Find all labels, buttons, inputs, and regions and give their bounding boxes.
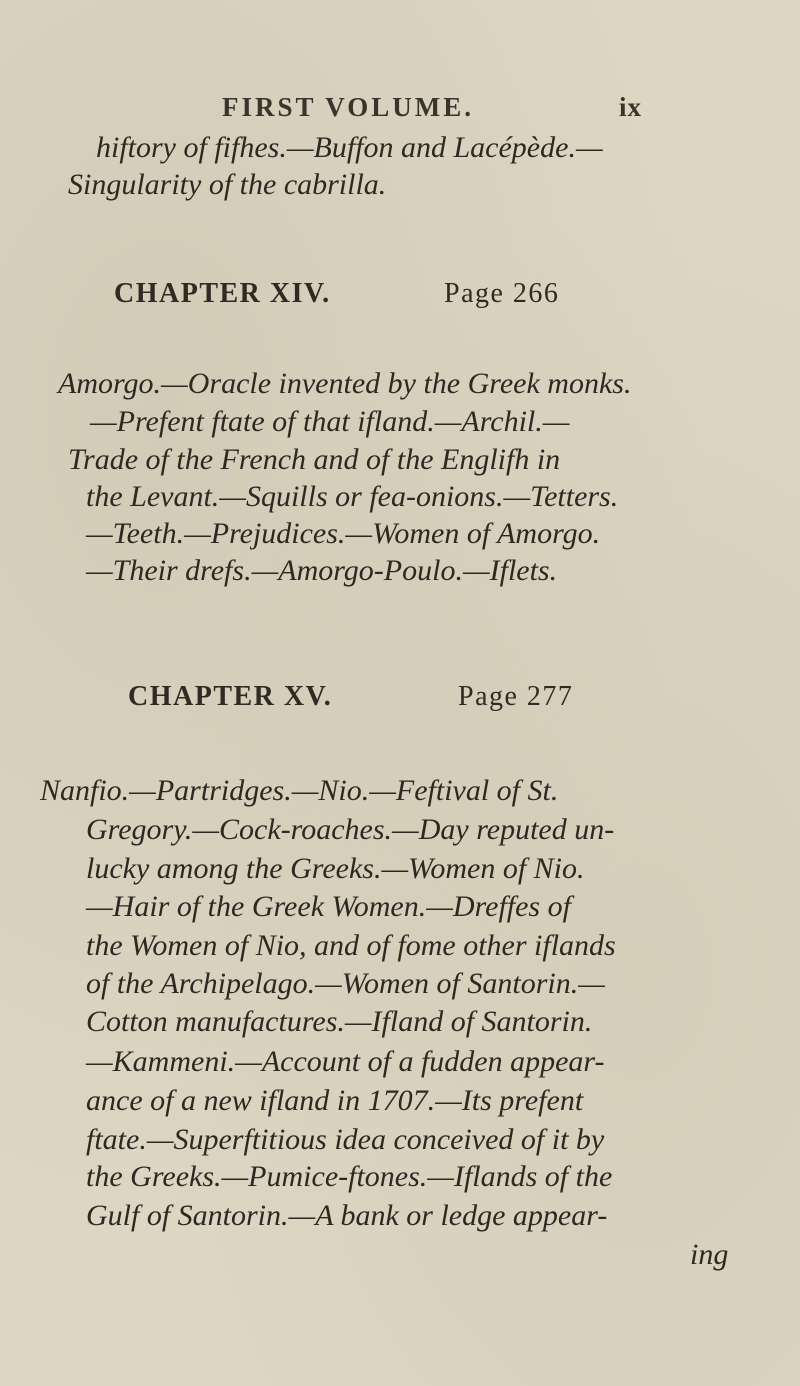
contents-line: Gulf of Santorin.—A bank or ledge appear-	[86, 1199, 608, 1232]
page-number: ix	[618, 92, 642, 122]
contents-line: —Their drefs.—Amorgo-Poulo.—Iflets.	[86, 554, 558, 587]
chapter-page-ref: Page 266	[444, 278, 560, 309]
contents-line: —Teeth.—Prejudices.—Women of Amorgo.	[86, 517, 601, 550]
contents-line: the Levant.—Squills or fea-onions.—Tetters.	[86, 480, 619, 513]
contents-line: Trade of the French and of the Englifh in	[68, 443, 561, 476]
running-head-title: FIRST VOLUME.	[222, 92, 475, 122]
contents-line: ance of a new ifland in 1707.—Its prefent	[86, 1084, 584, 1117]
contents-line: Amorgo.—Oracle invented by the Greek monks.	[58, 367, 632, 400]
chapter-label: CHAPTER XIV.	[114, 278, 331, 309]
contents-line: of the Archipelago.—Women of Santorin.—	[86, 967, 605, 1000]
catchword: ing	[690, 1238, 729, 1271]
contents-line: lucky among the Greeks.—Women of Nio.	[86, 852, 585, 885]
contents-line: Gregory.—Cock-roaches.—Day reputed un-	[86, 813, 615, 846]
contents-line: —Prefent ftate of that ifland.—Archil.—	[90, 405, 570, 438]
chapter-label: CHAPTER XV.	[128, 681, 333, 712]
chapter-heading	[114, 278, 560, 310]
chapter-page-ref: Page 277	[458, 681, 574, 712]
contents-line: Nanfio.—Partridges.—Nio.—Feftival of St.	[40, 774, 559, 807]
intro-line: hiftory of fifhes.—Buffon and Lacépède.—	[96, 131, 603, 164]
contents-line: the Greeks.—Pumice-ftones.—Iflands of the	[86, 1160, 613, 1193]
contents-line: —Kammeni.—Account of a fudden appear-	[86, 1045, 605, 1078]
contents-line: ftate.—Superftitious idea conceived of it by	[86, 1123, 605, 1156]
chapter-heading	[128, 681, 574, 713]
contents-line: —Hair of the Greek Women.—Dreffes of	[86, 890, 571, 923]
intro-line: Singularity of the cabrilla.	[68, 168, 387, 201]
contents-line: the Women of Nio, and of fome other iflands	[86, 929, 616, 962]
contents-line: Cotton manufactures.—Ifland of Santorin.	[86, 1005, 593, 1038]
